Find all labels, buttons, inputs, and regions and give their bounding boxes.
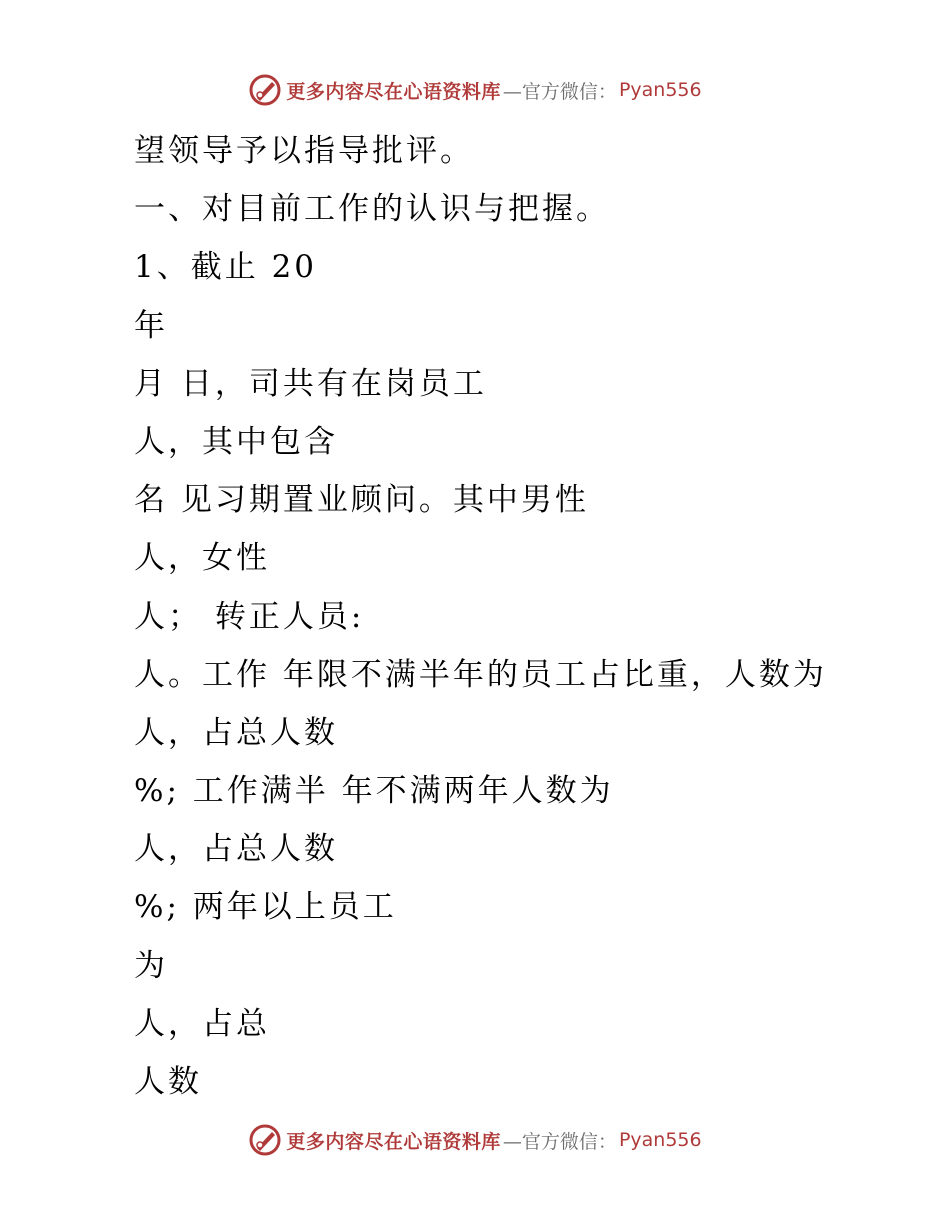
body-line: 月 日，司共有在岗员工 <box>134 365 487 402</box>
watermark-main: 更多内容尽在心语资料库 <box>286 1130 501 1153</box>
body-line: %; 两年以上员工 <box>134 889 397 926</box>
pen-logo-icon <box>248 73 282 107</box>
watermark-id: Pyan556 <box>618 79 702 101</box>
body-line: 人，占总 <box>134 1005 270 1042</box>
body-line: 望领导予以指导批评。 <box>134 133 474 169</box>
body-line: 人，女性 <box>134 540 270 577</box>
watermark-text <box>286 77 701 104</box>
body-line: 人； 转正人员: <box>134 598 365 635</box>
body-line: 人，其中包含 <box>134 423 338 460</box>
watermark-separator: —官方微信： <box>502 1130 617 1153</box>
body-line: %; 工作满半 年不满两年人数为 <box>134 773 614 810</box>
body-line: 人，占总人数 <box>134 831 338 868</box>
body-line: 人。工作 年限不满半年的员工占比重，人数为 <box>134 656 827 693</box>
body-line: 为 <box>134 947 168 984</box>
document-body <box>134 122 854 1111</box>
watermark-text <box>286 1127 701 1154</box>
watermark-main: 更多内容尽在心语资料库 <box>286 80 501 103</box>
watermark-separator: —官方微信： <box>502 80 617 103</box>
body-line: 人，占总人数 <box>134 714 338 751</box>
pen-logo-icon <box>248 1123 282 1157</box>
body-line: 年 <box>134 307 168 344</box>
watermark-id: Pyan556 <box>618 1129 702 1151</box>
body-line: 1、截止 20 <box>134 249 318 286</box>
body-line: 一、对目前工作的认识与把握。 <box>134 191 610 228</box>
footer-watermark <box>0 1120 950 1160</box>
header-watermark <box>0 70 950 110</box>
body-line: 名 见习期置业顾问。其中男性 <box>134 482 589 519</box>
body-line: 人数 <box>134 1064 202 1100</box>
